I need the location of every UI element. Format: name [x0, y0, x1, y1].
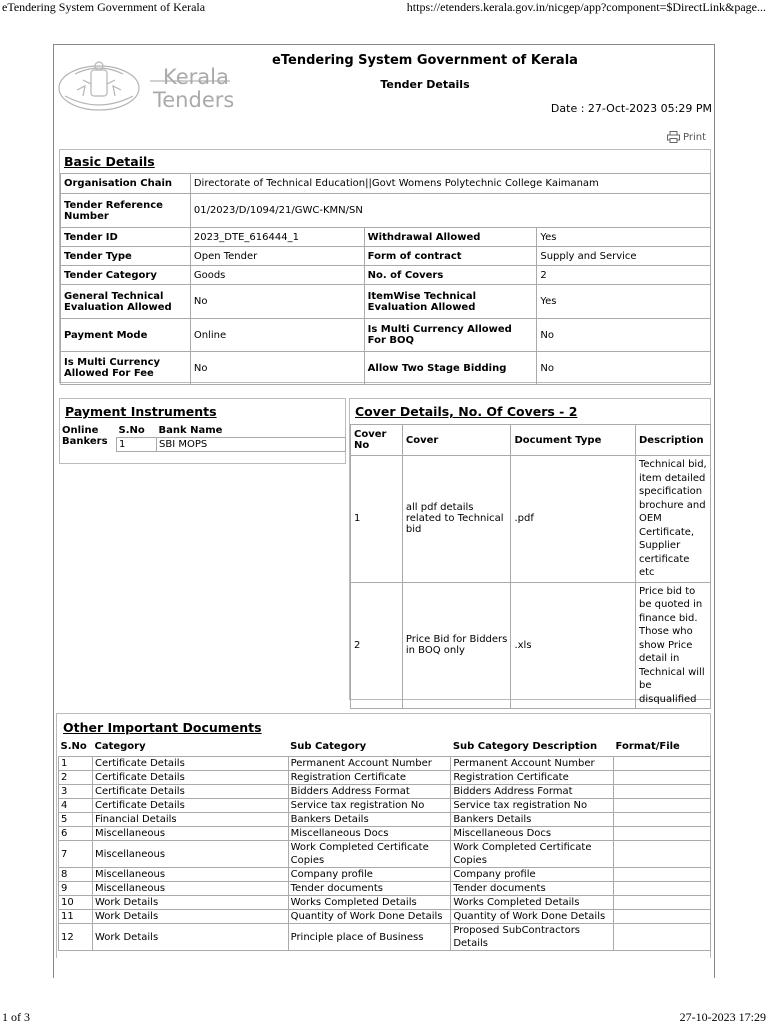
- table-row: [117, 438, 346, 452]
- doc-category: Certificate Details: [92, 757, 288, 771]
- cover-description: Price bid to be quoted in finance bid. Those who show Price detail in Technical will be disqualified: [635, 582, 710, 709]
- doc-format: [614, 757, 711, 771]
- table-row: [59, 813, 711, 827]
- page-subtitle: Tender Details: [380, 78, 470, 91]
- doc-category: Miscellaneous: [92, 827, 288, 841]
- field-value: No: [190, 285, 364, 319]
- basic-details-title: Basic Details: [64, 154, 155, 169]
- payment-instruments-title: Payment Instruments: [65, 404, 217, 419]
- table-row: [61, 352, 711, 385]
- doc-description: Company profile: [451, 868, 614, 882]
- table-row: [61, 247, 711, 266]
- other-documents-table: [58, 739, 711, 951]
- table-header-row: [59, 739, 711, 757]
- cover-details-section: [349, 398, 711, 705]
- doc-category: Work Details: [92, 910, 288, 924]
- doc-sno: 5: [59, 813, 93, 827]
- doc-sno: 3: [59, 785, 93, 799]
- table-row: [61, 194, 711, 228]
- col-header-cover: Cover: [402, 425, 511, 456]
- doc-sno: 7: [59, 841, 93, 868]
- report-date: Date : 27-Oct-2023 05:29 PM: [550, 102, 712, 115]
- table-row: [351, 456, 711, 583]
- table-row: [59, 896, 711, 910]
- doc-description: Miscellaneous Docs: [451, 827, 614, 841]
- doc-sno: 2: [59, 771, 93, 785]
- doc-sub-category: Works Completed Details: [288, 896, 451, 910]
- kerala-tenders-logo: [55, 56, 233, 118]
- table-row: [59, 910, 711, 924]
- print-footer-page: 1 of 3: [2, 1010, 30, 1024]
- doc-category: Certificate Details: [92, 771, 288, 785]
- field-label: Tender Category: [61, 266, 191, 285]
- table-row: [59, 827, 711, 841]
- doc-description: Registration Certificate: [451, 771, 614, 785]
- field-value: 01/2023/D/1094/21/GWC-KMN/SN: [190, 194, 710, 228]
- col-header-bank: Bank Name: [158, 425, 223, 436]
- doc-description: Works Completed Details: [451, 896, 614, 910]
- doc-description: Tender documents: [451, 882, 614, 896]
- doc-sno: 1: [59, 757, 93, 771]
- doc-sub-category: Company profile: [288, 868, 451, 882]
- field-label: Tender Reference Number: [61, 194, 191, 228]
- field-value: Open Tender: [190, 247, 364, 266]
- other-documents-section: [56, 713, 711, 958]
- doc-sub-category: Service tax registration No: [288, 799, 451, 813]
- doc-description: Bankers Details: [451, 813, 614, 827]
- table-row: [61, 174, 711, 194]
- document-type: .xls: [511, 582, 636, 709]
- basic-details-section: [59, 149, 711, 383]
- doc-format: [614, 882, 711, 896]
- field-label: Tender Type: [61, 247, 191, 266]
- table-row: [61, 285, 711, 319]
- field-label: Form of contract: [364, 247, 537, 266]
- doc-description: Bidders Address Format: [451, 785, 614, 799]
- table-row: [59, 924, 711, 951]
- doc-category: Financial Details: [92, 813, 288, 827]
- doc-description: Service tax registration No: [451, 799, 614, 813]
- doc-sno: 8: [59, 868, 93, 882]
- doc-format: [614, 924, 711, 951]
- doc-sno: 12: [59, 924, 93, 951]
- col-header-document-type: Document Type: [511, 425, 636, 456]
- doc-sub-category: Bidders Address Format: [288, 785, 451, 799]
- doc-sub-category: Principle place of Business: [288, 924, 451, 951]
- table-row: [351, 425, 711, 456]
- doc-format: [614, 910, 711, 924]
- field-value: Yes: [537, 285, 711, 319]
- field-label: No. of Covers: [364, 266, 537, 285]
- field-label: General Technical Evaluation Allowed: [61, 285, 191, 319]
- doc-sno: 11: [59, 910, 93, 924]
- page-title: eTendering System Government of Kerala: [272, 53, 578, 68]
- table-row: [59, 757, 711, 771]
- field-label: Payment Mode: [61, 319, 191, 352]
- col-header-sub-category: Sub Category: [290, 741, 367, 752]
- doc-description: Proposed SubContractors Details: [451, 924, 614, 951]
- payment-instruments-section: [59, 398, 346, 464]
- doc-format: [614, 771, 711, 785]
- table-row: [59, 799, 711, 813]
- print-footer-datetime: 27-10-2023 17:29: [679, 1010, 766, 1024]
- field-value: 2023_DTE_616444_1: [190, 228, 364, 247]
- field-value: Yes: [537, 228, 711, 247]
- field-label: Organisation Chain: [61, 174, 191, 194]
- field-value: Online: [190, 319, 364, 352]
- doc-category: Certificate Details: [92, 785, 288, 799]
- bank-name: SBI MOPS: [157, 438, 346, 452]
- doc-format: [614, 868, 711, 882]
- table-row: [61, 319, 711, 352]
- cover-description: Technical bid, item detailed specification brochure and OEM Certificate, Supplier certificate etc: [635, 456, 710, 583]
- cover-details-table: [350, 424, 711, 709]
- logo-text-kerala: Kerala: [163, 65, 229, 89]
- doc-category: Miscellaneous: [92, 841, 288, 868]
- doc-category: Work Details: [92, 896, 288, 910]
- table-row: [117, 424, 346, 438]
- print-button[interactable]: [667, 131, 706, 143]
- field-value: No: [537, 352, 711, 385]
- doc-sub-category: Miscellaneous Docs: [288, 827, 451, 841]
- doc-sub-category: Registration Certificate: [288, 771, 451, 785]
- table-row: [59, 882, 711, 896]
- cover-details-title: Cover Details, No. Of Covers - 2: [355, 404, 578, 419]
- table-row: [61, 228, 711, 247]
- cover-name: all pdf details related to Technical bid: [402, 456, 511, 583]
- doc-format: [614, 799, 711, 813]
- doc-sno: 6: [59, 827, 93, 841]
- doc-format: [614, 813, 711, 827]
- other-documents-title: Other Important Documents: [63, 720, 262, 735]
- doc-sno: 9: [59, 882, 93, 896]
- doc-sub-category: Bankers Details: [288, 813, 451, 827]
- printer-icon: [667, 131, 680, 143]
- field-value: No: [537, 319, 711, 352]
- doc-sno: 10: [59, 896, 93, 910]
- doc-category: Certificate Details: [92, 799, 288, 813]
- table-row: [59, 771, 711, 785]
- doc-format: [614, 896, 711, 910]
- doc-sub-category: Tender documents: [288, 882, 451, 896]
- col-header-sno: S.No: [60, 741, 87, 752]
- print-header-url[interactable]: https://etenders.kerala.gov.in/nicgep/app?component=$DirectLink&page...: [406, 0, 766, 14]
- document-type: .pdf: [511, 456, 636, 583]
- print-header-title: eTendering System Government of Kerala: [2, 0, 206, 14]
- field-label: Tender ID: [61, 228, 191, 247]
- doc-description: Permanent Account Number: [451, 757, 614, 771]
- field-label: ItemWise Technical Evaluation Allowed: [364, 285, 537, 319]
- cover-name: Price Bid for Bidders in BOQ only: [402, 582, 511, 709]
- field-label: Is Multi Currency Allowed For Fee: [61, 352, 191, 385]
- online-bankers-label: Online Bankers: [62, 425, 108, 447]
- table-row: [59, 868, 711, 882]
- doc-category: Work Details: [92, 924, 288, 951]
- field-value: Supply and Service: [537, 247, 711, 266]
- col-header-cover-no: Cover No: [351, 425, 403, 456]
- doc-description: Quantity of Work Done Details: [451, 910, 614, 924]
- print-label: Print: [682, 131, 706, 143]
- field-value: Directorate of Technical Education||Govt Womens Polytechnic College Kaimanam: [190, 174, 710, 194]
- col-header-sno: S.No: [118, 425, 145, 436]
- basic-details-table: [60, 173, 711, 385]
- bankers-table: [116, 424, 346, 452]
- field-value: No: [190, 352, 364, 385]
- table-row: [60, 424, 346, 452]
- doc-format: [614, 841, 711, 868]
- doc-format: [614, 827, 711, 841]
- cover-no: 1: [351, 456, 403, 583]
- field-value: Goods: [190, 266, 364, 285]
- field-value: 2: [537, 266, 711, 285]
- doc-description: Work Completed Certificate Copies: [451, 841, 614, 868]
- col-header-description: Description: [635, 425, 710, 456]
- doc-sub-category: Permanent Account Number: [288, 757, 451, 771]
- doc-category: Miscellaneous: [92, 868, 288, 882]
- table-row: [351, 582, 711, 709]
- field-label: Is Multi Currency Allowed For BOQ: [364, 319, 537, 352]
- col-header-sub-category-description: Sub Category Description: [452, 741, 598, 752]
- table-row: [59, 785, 711, 799]
- table-row: [61, 266, 711, 285]
- doc-category: Miscellaneous: [92, 882, 288, 896]
- doc-sno: 4: [59, 799, 93, 813]
- bank-sno: 1: [117, 438, 157, 452]
- field-label: Allow Two Stage Bidding: [364, 352, 537, 385]
- logo-text-tenders: Tenders: [153, 88, 233, 112]
- col-header-category: Category: [94, 741, 146, 752]
- table-row: [59, 841, 711, 868]
- cover-no: 2: [351, 582, 403, 709]
- payment-instruments-table: [60, 424, 346, 452]
- col-header-format-file: Format/File: [615, 741, 680, 752]
- doc-sub-category: Work Completed Certificate Copies: [288, 841, 451, 868]
- field-label: Withdrawal Allowed: [364, 228, 537, 247]
- doc-format: [614, 785, 711, 799]
- doc-sub-category: Quantity of Work Done Details: [288, 910, 451, 924]
